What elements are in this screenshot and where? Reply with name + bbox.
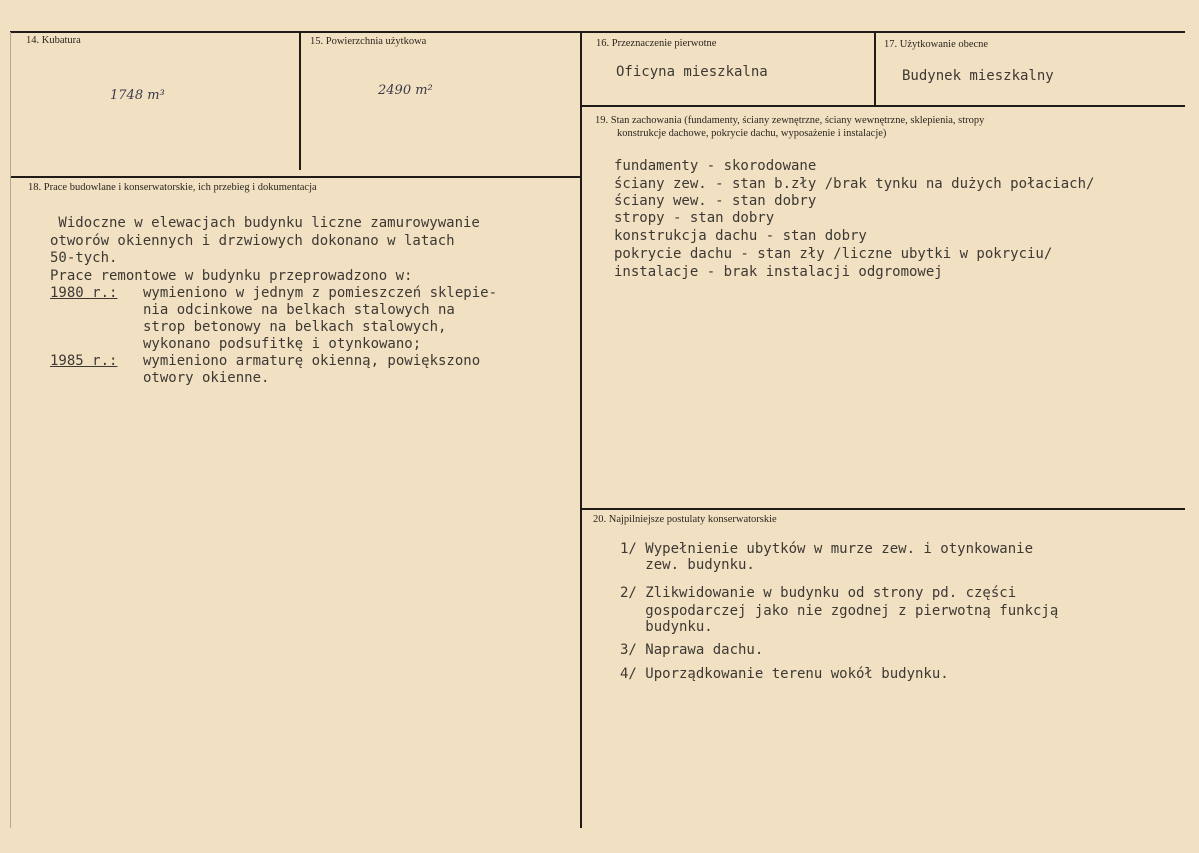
y1980-line: wykonano podsufitkę i otynkowano; <box>143 336 422 352</box>
kubatura-value: 1748 m³ <box>110 88 165 103</box>
y1980-line: wymieniono w jednym z pomieszczeń sklepie- <box>143 285 498 301</box>
main-vertical-divider <box>580 32 582 828</box>
stan-line: instalacje - brak instalacji odgromowej <box>614 264 943 280</box>
postulaty-label: 20. Najpilniejsze postulaty konserwatorskie <box>593 514 777 525</box>
postulat-line: 2/ Zlikwidowanie w budynku od strony pd. części <box>620 585 1017 601</box>
top-rule <box>10 31 1185 33</box>
przeznaczenie-label: 16. Przeznaczenie pierwotne <box>596 38 717 49</box>
year-1985: 1985 r.: <box>50 353 118 369</box>
stan-line: konstrukcja dachu - stan dobry <box>614 228 867 244</box>
kubatura-label: 14. Kubatura <box>26 35 81 46</box>
stan-line: stropy - stan dobry <box>614 210 775 226</box>
powierzchnia-label: 15. Powierzchnia użytkowa <box>310 36 427 47</box>
postulat-line: zew. budynku. <box>620 557 755 573</box>
postulat-line: 1/ Wypełnienie ubytków w murze zew. i otynkowanie <box>620 541 1034 557</box>
prace-p1-line: Widoczne w elewacjach budynku liczne zamurowywanie <box>50 215 480 231</box>
postulat-line: 3/ Naprawa dachu. <box>620 642 764 658</box>
przeznaczenie-value: Oficyna mieszkalna <box>616 64 768 80</box>
divider-14-15 <box>299 32 301 170</box>
uzytkowanie-value: Budynek mieszkalny <box>902 68 1054 84</box>
y1980-line: strop betonowy na belkach stalowych, <box>143 319 447 335</box>
stan-zachowania-label-1: 19. Stan zachowania (fundamenty, ściany zewnętrzne, ściany wewnętrzne, sklepienia, stropy <box>595 115 985 126</box>
stan-line: ściany zew. - stan b.zły /brak tynku na dużych połaciach/ <box>614 176 1095 192</box>
rule-under-16-17 <box>582 105 1185 107</box>
stan-zachowania-label-2: konstrukcje dachowe, pokrycie dachu, wyposażenie i instalacje) <box>617 128 887 139</box>
prace-p1-line: 50-tych. <box>50 250 118 266</box>
stan-line: fundamenty - skorodowane <box>614 158 817 174</box>
postulat-line: gospodarczej jako nie zgodnej z pierwotną funkcją <box>620 603 1059 619</box>
prace-label: 18. Prace budowlane i konserwatorskie, ich przebieg i dokumentacja <box>28 182 317 193</box>
stan-line: ściany wew. - stan dobry <box>614 193 817 209</box>
rule-above-20 <box>582 508 1185 510</box>
postulat-line: 4/ Uporządkowanie terenu wokół budynku. <box>620 666 949 682</box>
year-1980: 1980 r.: <box>50 285 118 301</box>
postulat-line: budynku. <box>620 619 713 635</box>
stan-line: pokrycie dachu - stan zły /liczne ubytki w pokryciu/ <box>614 246 1053 262</box>
prace-p1-line: otworów okiennych i drzwiowych dokonano w latach <box>50 233 455 249</box>
y1980-line: nia odcinkowe na belkach stalowych na <box>143 302 455 318</box>
powierzchnia-value: 2490 m² <box>378 83 433 98</box>
uzytkowanie-label: 17. Użytkowanie obecne <box>884 39 989 50</box>
y1985-line: otwory okienne. <box>143 370 270 386</box>
y1985-line: wymieniono armaturę okienną, powiększono <box>143 353 481 369</box>
left-edge-rule <box>10 32 11 828</box>
divider-16-17 <box>874 32 876 105</box>
prace-p2: Prace remontowe w budynku przeprowadzono w: <box>50 268 413 284</box>
rule-under-14-15 <box>10 176 582 178</box>
